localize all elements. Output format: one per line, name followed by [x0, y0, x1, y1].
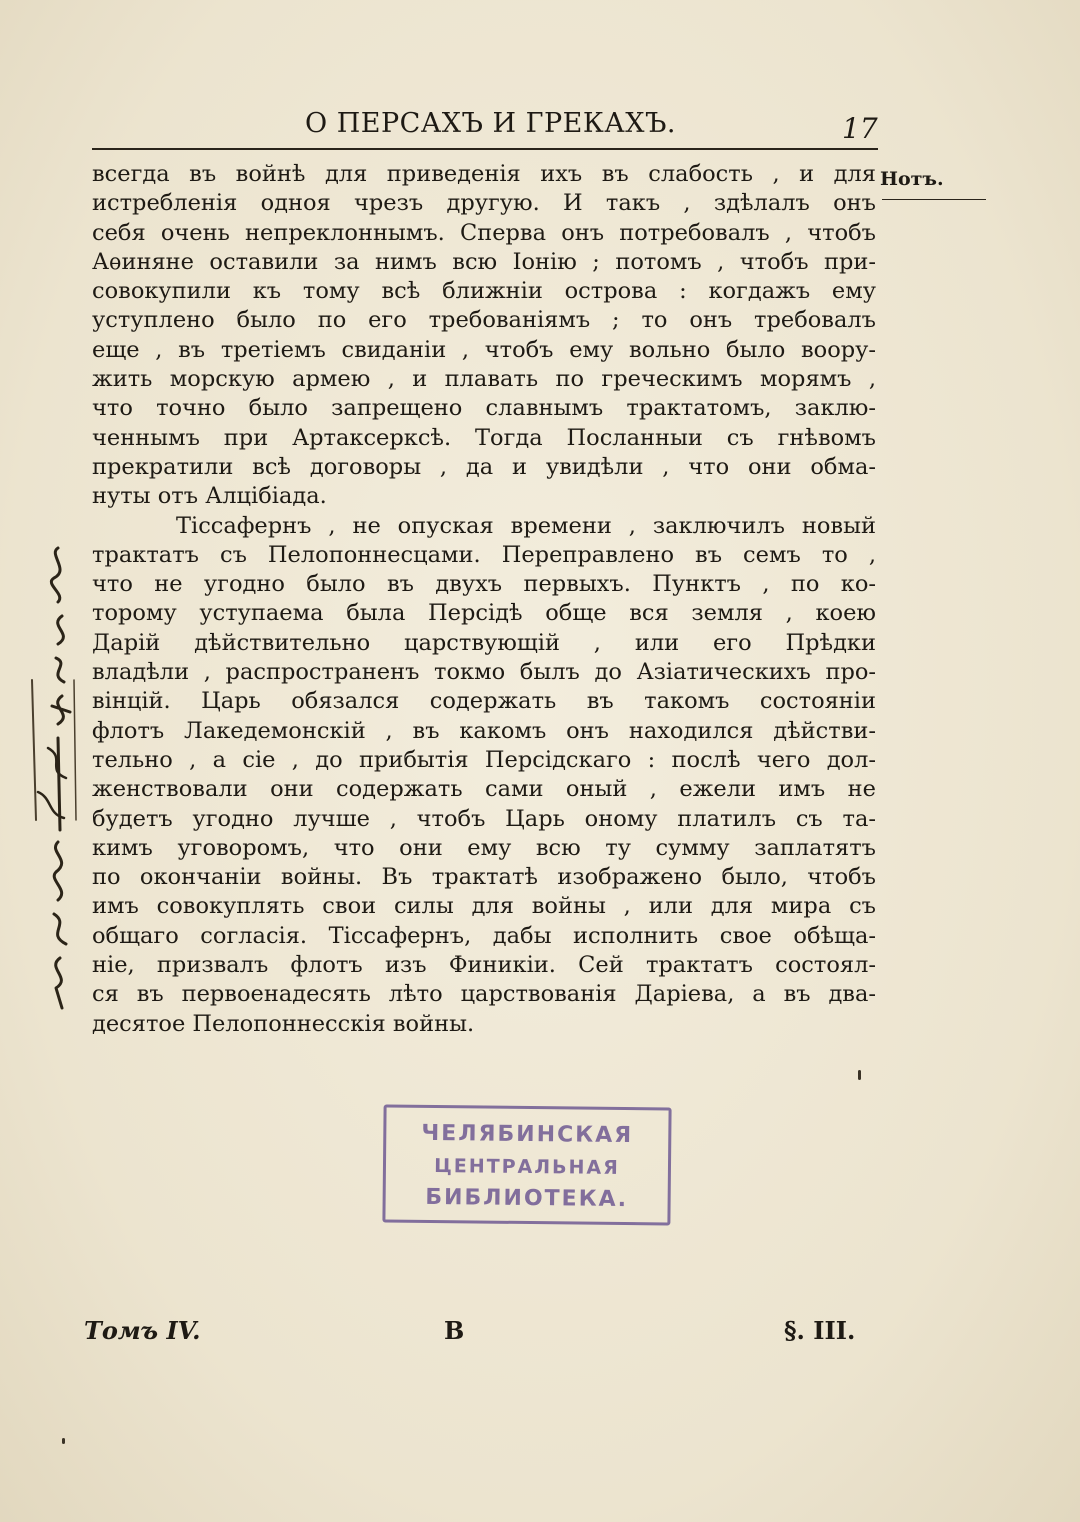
- signature-mark: В: [444, 1316, 465, 1345]
- text-line: ніе, призвалъ флотъ изъ Финикіи. Сей трактатъ состоял-: [92, 952, 876, 979]
- text-line: кимъ уговоромъ, что они ему всю ту сумму заплатятъ: [92, 834, 876, 861]
- stamp-line: БИБЛИОТЕКА.: [425, 1184, 629, 1213]
- paper-speck: [62, 1438, 65, 1444]
- section-catchword: §. III.: [784, 1316, 856, 1345]
- text-line: тельно , а сіе , до прибытія Персідскаго : послѣ чего дол-: [92, 746, 876, 773]
- text-line: женствовали они содержать сами оный , ежели имъ не: [92, 776, 876, 803]
- page-number: 17: [842, 112, 878, 145]
- paragraph-start-line: Тіссафернъ , не опуская времени , заключилъ новый: [176, 512, 876, 539]
- text-line: общаго согласія. Тіссафернъ, дабы исполнить свое обѣща-: [92, 922, 876, 949]
- text-line: совокупили къ тому всѣ ближніи острова : когдажъ ему: [92, 278, 876, 305]
- text-line: владѣли , распространенъ токмо былъ до Азіатическихъ про-: [92, 659, 876, 686]
- text-line: еще , въ третіемъ свиданіи , чтобъ ему вольно было воору-: [92, 336, 876, 363]
- text-line: по окончаніи войны. Въ трактатѣ изображено было, чтобъ: [92, 864, 876, 891]
- text-line: будетъ угодно лучше , чтобъ Царь оному платилъ съ та-: [92, 805, 876, 832]
- text-line: вінцій. Царь обязался содержать въ такомъ состояніи: [92, 688, 876, 715]
- text-line: торому уступаема была Персідѣ обще вся земля , коею: [92, 600, 876, 627]
- text-line: десятое Пелопоннесскія войны.: [92, 1010, 475, 1037]
- margin-note-rule: [882, 199, 986, 200]
- stamp-line: ЧЕЛЯБИНСКАЯ: [421, 1120, 634, 1149]
- text-line: истребленія одноя чрезъ другую. И такъ , здѣлалъ онъ: [92, 190, 876, 217]
- text-line: нуты отъ Алцібіада.: [92, 483, 327, 510]
- text-line: что не угодно было въ двухъ первыхъ. Пунктъ , по ко-: [92, 571, 876, 598]
- text-line: имъ совокуплять свои силы для войны , или для мира съ: [92, 893, 876, 920]
- text-line: ся въ первоенадесять лѣто царствованія Даріева, а въ два-: [92, 981, 876, 1008]
- library-stamp: [382, 1104, 671, 1225]
- text-line: флотъ Лакедемонскій , въ какомъ онъ находился дѣйстви-: [92, 717, 876, 744]
- text-line: всегда въ войнѣ для приведенія ихъ въ слабость , и для: [92, 161, 876, 187]
- text-line: себя очень непреклоннымъ. Сперва онъ потребовалъ , чтобъ: [92, 219, 876, 246]
- header-rule: [92, 148, 878, 150]
- text-line: уступлено было по его требованіямъ ; то онъ требовалъ: [92, 307, 876, 334]
- text-line: жить морскую армею , и плавать по греческимъ морямъ ,: [92, 366, 876, 393]
- handwritten-inscription: [18, 530, 98, 1020]
- text-line: трактатъ съ Пелопоннесцами. Переправлено въ семъ то ,: [92, 541, 876, 568]
- text-line: Дарій дѣйствительно царствующій , или его Прѣдки: [92, 629, 876, 656]
- text-line: ченнымъ при Артаксерксѣ. Тогда Посланныи съ гнѣвомъ: [92, 424, 876, 451]
- text-line: что точно было запрещено славнымъ трактатомъ, заклю-: [92, 395, 876, 422]
- stamp-line: ЦЕНТРАЛЬНАЯ: [434, 1155, 620, 1179]
- volume-label: Томъ IV.: [84, 1316, 201, 1345]
- paper-speck: [858, 1070, 861, 1080]
- margin-note: Нотъ.: [880, 168, 944, 190]
- text-line: прекратили всѣ договоры , да и увидѣли , что они обма-: [92, 453, 876, 480]
- running-head: О ПЕРСАХЪ И ГРЕКАХЪ.: [305, 108, 676, 139]
- body-text: [92, 160, 876, 1039]
- text-line: Аѳиняне оставили за нимъ всю Іонію ; потомъ , чтобъ при-: [92, 248, 876, 275]
